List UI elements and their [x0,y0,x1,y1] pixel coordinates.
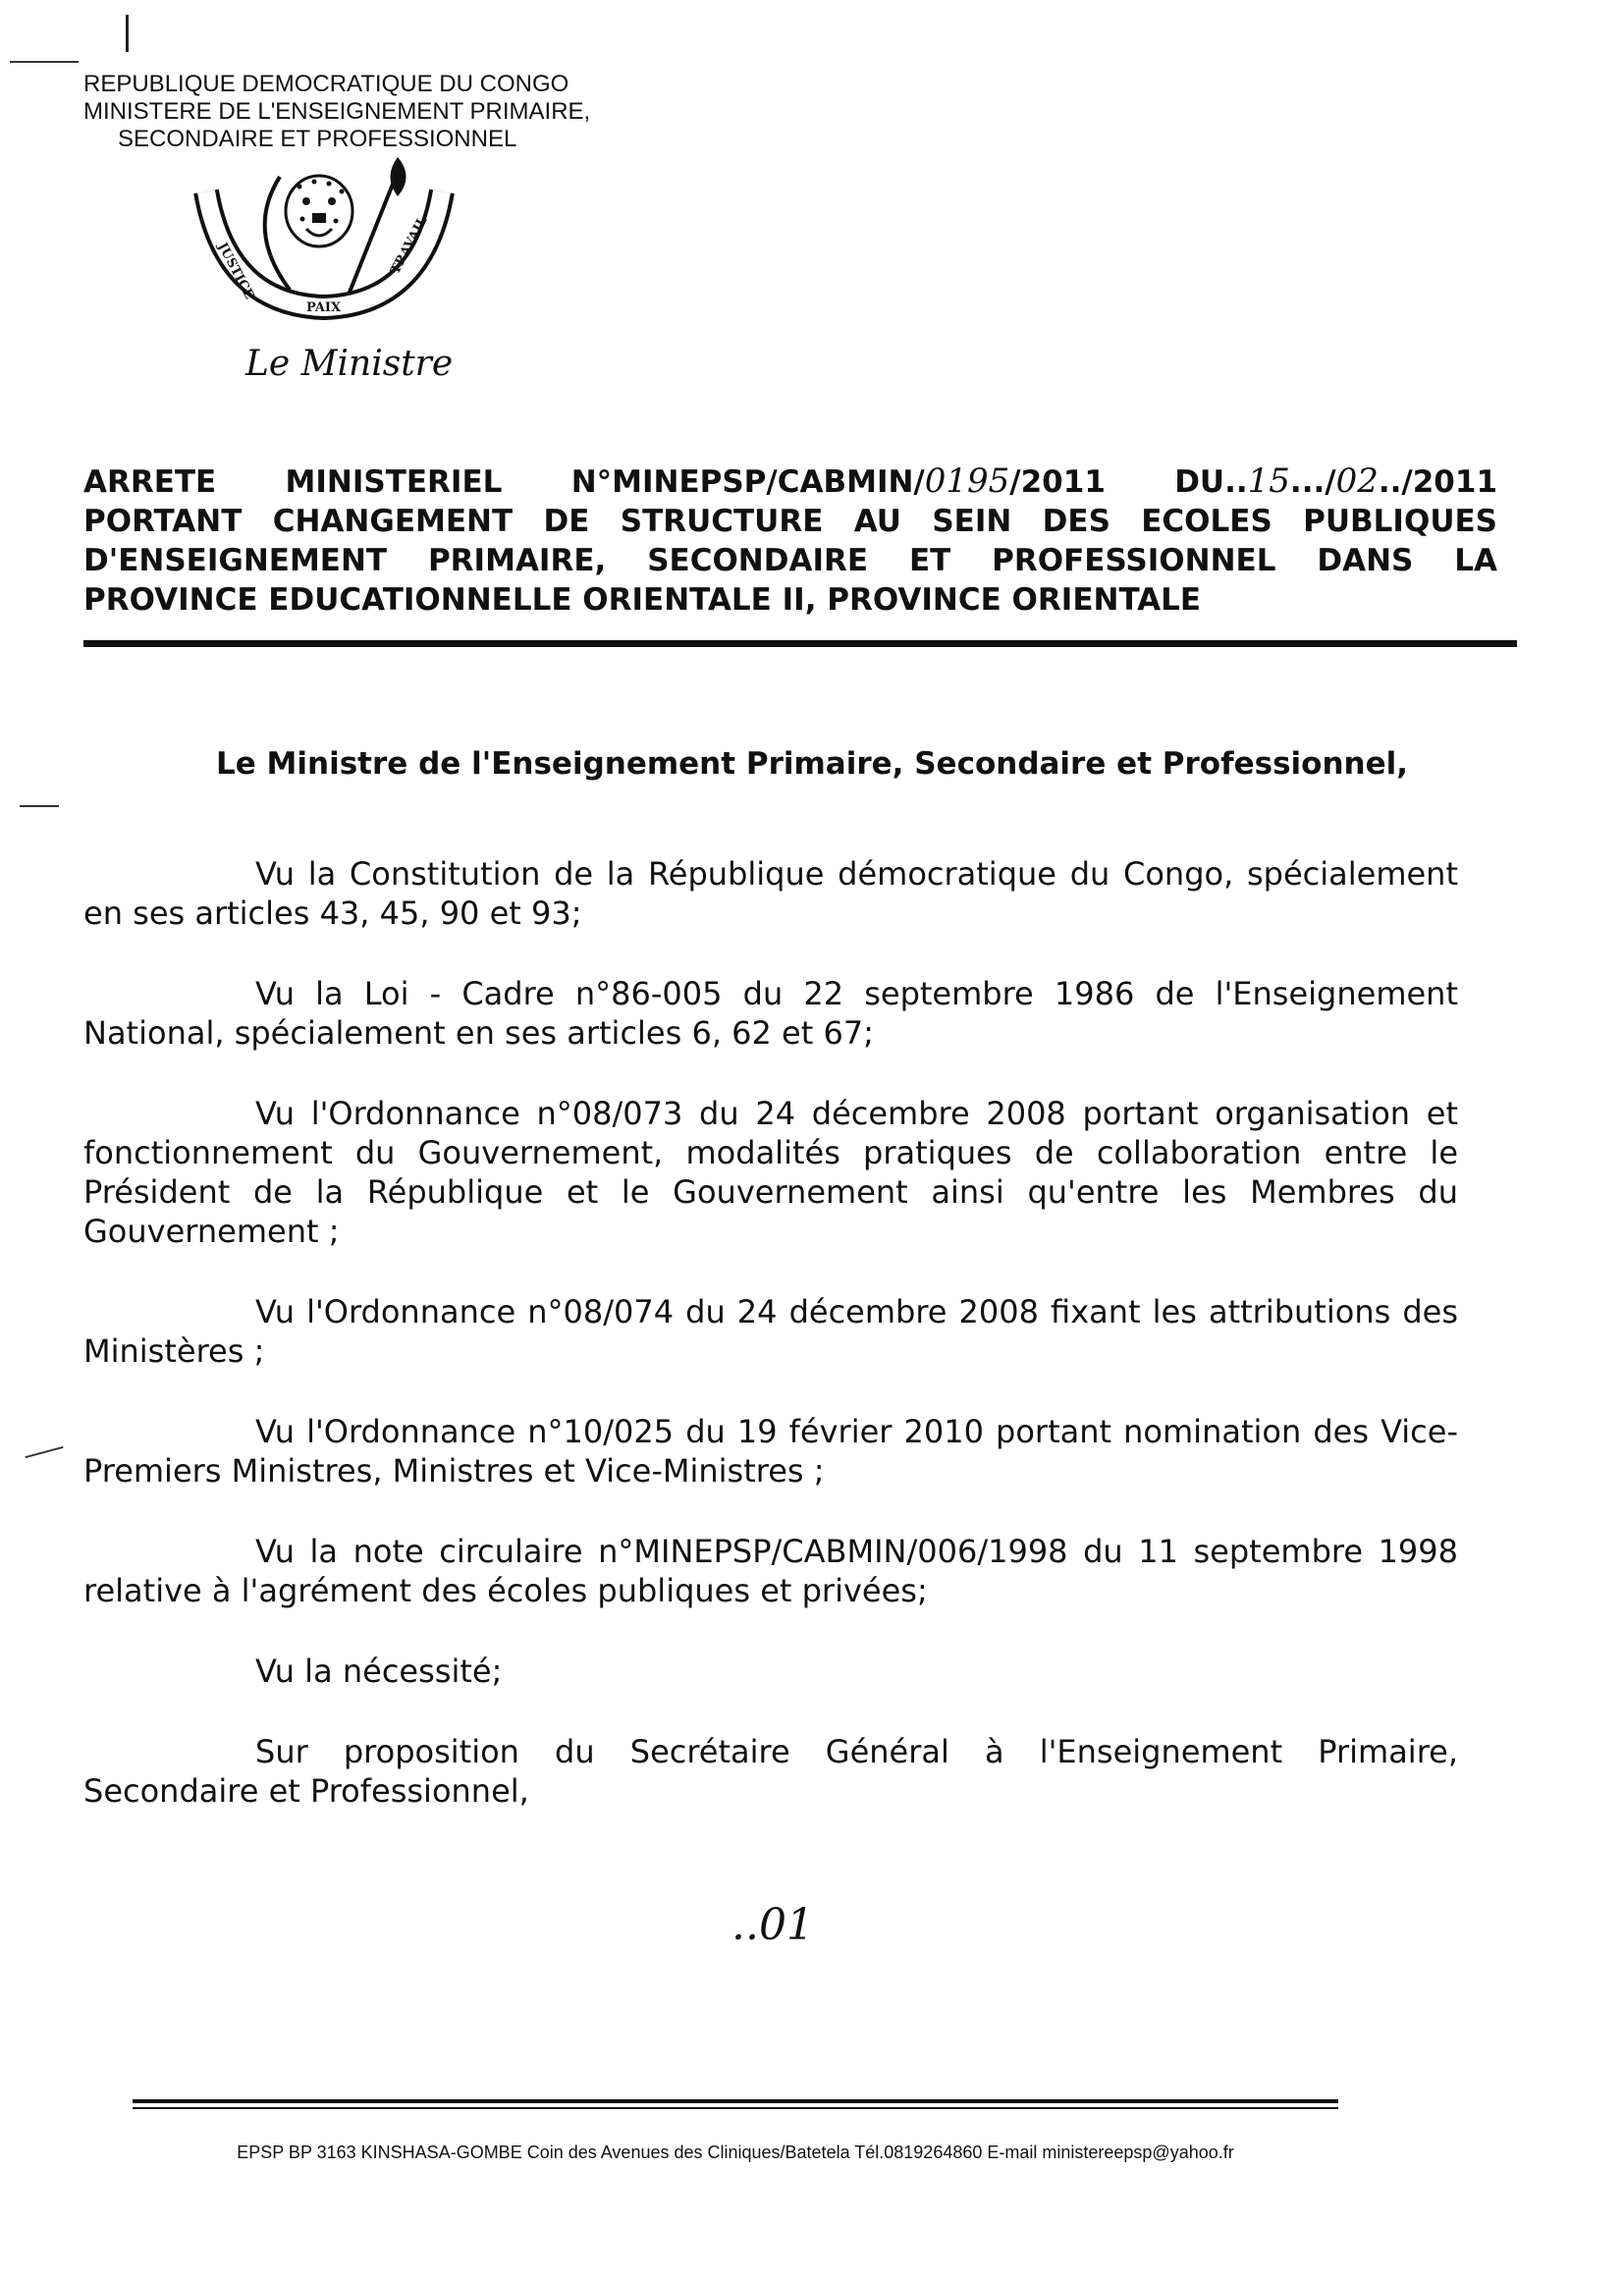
letterhead [83,71,590,153]
preamble-paragraph: Vu la nécessité; [255,1653,503,1690]
title-row-1 [83,461,1497,502]
motto-justice: JUSTICE [214,240,257,302]
title-row-3: D'ENSEIGNEMENT PRIMAIRE, SECONDAIRE ET PROFESSIONNEL DANS LA [83,543,1497,578]
preamble-body [83,854,1458,1852]
title-row-4: PROVINCE EDUCATIONNELLE ORIENTALE II, PROVINCE ORIENTALE [83,582,1202,618]
preamble-paragraph: Vu l'Ordonnance n°08/073 du 24 décembre 2008 portant organisation et fonctionnement du Gouvernement, modalités pratiques de collaboration entre le Président de la République et le Gouvernement ainsi qu'entre les Membres du Gouvernement ; [83,1095,1458,1250]
decree-title [83,461,1497,620]
footer-rule-top [133,2099,1338,2103]
preamble-paragraph: Vu l'Ordonnance n°10/025 du 19 février 2010 portant nomination des Vice-Premiers Ministres, Ministres et Vice-Ministres ; [83,1413,1458,1490]
scan-mark [126,15,129,52]
coat-of-arms-emblem [187,152,461,329]
footer-contact: EPSP BP 3163 KINSHASA-GOMBE Coin des Avenues des Cliniques/Batetela Tél.0819264860 E-mail ministereepsp@yahoo.fr [237,2142,1234,2162]
addressee-line: Le Ministre de l'Enseignement Primaire, Secondaire et Professionnel, [215,746,1409,782]
handwritten-decree-number: 0195 [924,461,1010,501]
footer-rule-bottom [133,2107,1338,2109]
handwritten-day: 15 [1247,461,1290,501]
preamble-paragraph: Vu la note circulaire n°MINEPSP/CABMIN/006/1998 du 11 septembre 1998 relative à l'agrément des écoles publiques et privées; [83,1533,1458,1609]
tusk-icon [265,177,290,290]
scan-mark [25,1446,63,1458]
title-row-2: PORTANT CHANGEMENT DE STRUCTURE AU SEIN DES ECOLES PUBLIQUES [83,504,1497,539]
decree-number: N°MINEPSP/CABMIN/0195/2011 [570,461,1106,501]
handwritten-month: 02 [1335,461,1379,501]
title-divider [83,640,1517,647]
motto-paix: PAIX [306,300,342,315]
motto-travail: TRAVAIL [388,214,431,277]
decree-date: DU..15.../02../2011 [1174,461,1498,501]
letterhead-country: REPUBLIQUE DEMOCRATIQUE DU CONGO [83,71,569,97]
leopard-head-icon [286,176,352,246]
title-word-ministeriel: MINISTERIEL [285,464,503,500]
letterhead-ministry-cont: SECONDAIRE ET PROFESSIONNEL [118,126,517,152]
signatory-label: Le Ministre [245,344,454,384]
preamble-paragraph: Sur proposition du Secrétaire Général à l'Enseignement Primaire, Secondaire et Professionnel, [83,1733,1458,1810]
preamble-paragraph: Vu l'Ordonnance n°08/074 du 24 décembre 2008 fixant les attributions des Ministères ; [83,1293,1458,1370]
scan-mark [20,805,59,807]
preamble-paragraph: Vu la Loi - Cadre n°86-005 du 22 septembre 1986 de l'Enseignement National, spécialement en ses articles 6, 62 et 67; [83,975,1458,1052]
title-word-arrete: ARRETE [83,464,217,500]
scan-mark [10,61,79,63]
page-number-mark: ..01 [731,1900,814,1950]
preamble-paragraph: Vu la Constitution de la République démocratique du Congo, spécialement en ses articles 43, 45, 90 et 93; [83,855,1458,932]
letterhead-ministry: MINISTERE DE L'ENSEIGNEMENT PRIMAIRE, [83,98,591,125]
